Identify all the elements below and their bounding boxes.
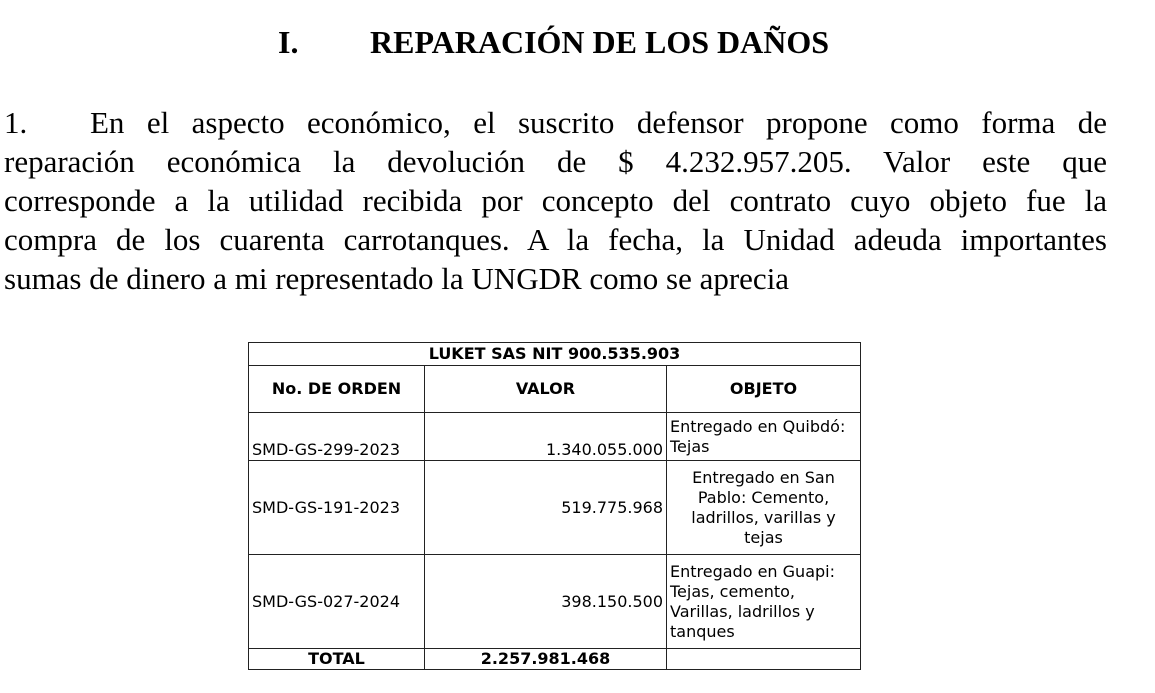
item-number: 1.: [4, 105, 28, 140]
total-label: TOTAL: [249, 649, 425, 670]
table-caption: LUKET SAS NIT 900.535.903: [249, 343, 861, 366]
order-cell: SMD-GS-191-2023: [249, 461, 425, 555]
table-header-row: [249, 366, 861, 413]
table-row: [249, 555, 861, 649]
objeto-cell: Entregado en Guapi: Tejas, cemento, Varillas, ladrillos y tanques: [667, 555, 861, 649]
order-cell: SMD-GS-027-2024: [249, 555, 425, 649]
valor-cell: 398.150.500: [425, 555, 667, 649]
section-title: REPARACIÓN DE LOS DAÑOS: [370, 24, 830, 60]
total-objeto: [667, 649, 861, 670]
objeto-cell: Entregado en San Pablo: Cemento, ladrillos, varillas y tejas: [667, 461, 861, 555]
table-row: [249, 461, 861, 555]
table-caption-row: [249, 343, 861, 366]
orders-table: [248, 342, 861, 670]
total-row: [249, 649, 861, 670]
header-objeto: OBJETO: [667, 366, 861, 413]
paragraph-line: compra de los cuarenta carrotanques. A la fecha, la Unidad adeuda importantes: [4, 222, 1107, 257]
order-cell: SMD-GS-299-2023: [249, 413, 425, 461]
section-number: I.: [278, 24, 299, 60]
total-valor: 2.257.981.468: [425, 649, 667, 670]
valor-cell: 1.340.055.000: [425, 413, 667, 461]
paragraph-line: sumas de dinero a mi representado la UNGDR como se aprecia: [4, 261, 790, 296]
paragraph-line: [4, 103, 1107, 142]
body-paragraph: [4, 103, 1107, 298]
header-order: No. DE ORDEN: [249, 366, 425, 413]
objeto-cell: Entregado en Quibdó: Tejas: [667, 413, 861, 461]
valor-cell: 519.775.968: [425, 461, 667, 555]
paragraph-line-text: En el aspecto económico, el suscrito defensor propone como forma de: [90, 105, 1107, 140]
table-row: [249, 413, 861, 461]
paragraph-line: reparación económica la devolución de $ 4.232.957.205. Valor este que: [4, 144, 1107, 179]
section-heading: [0, 20, 1155, 64]
paragraph-line: corresponde a la utilidad recibida por concepto del contrato cuyo objeto fue la: [4, 183, 1107, 218]
header-valor: VALOR: [425, 366, 667, 413]
